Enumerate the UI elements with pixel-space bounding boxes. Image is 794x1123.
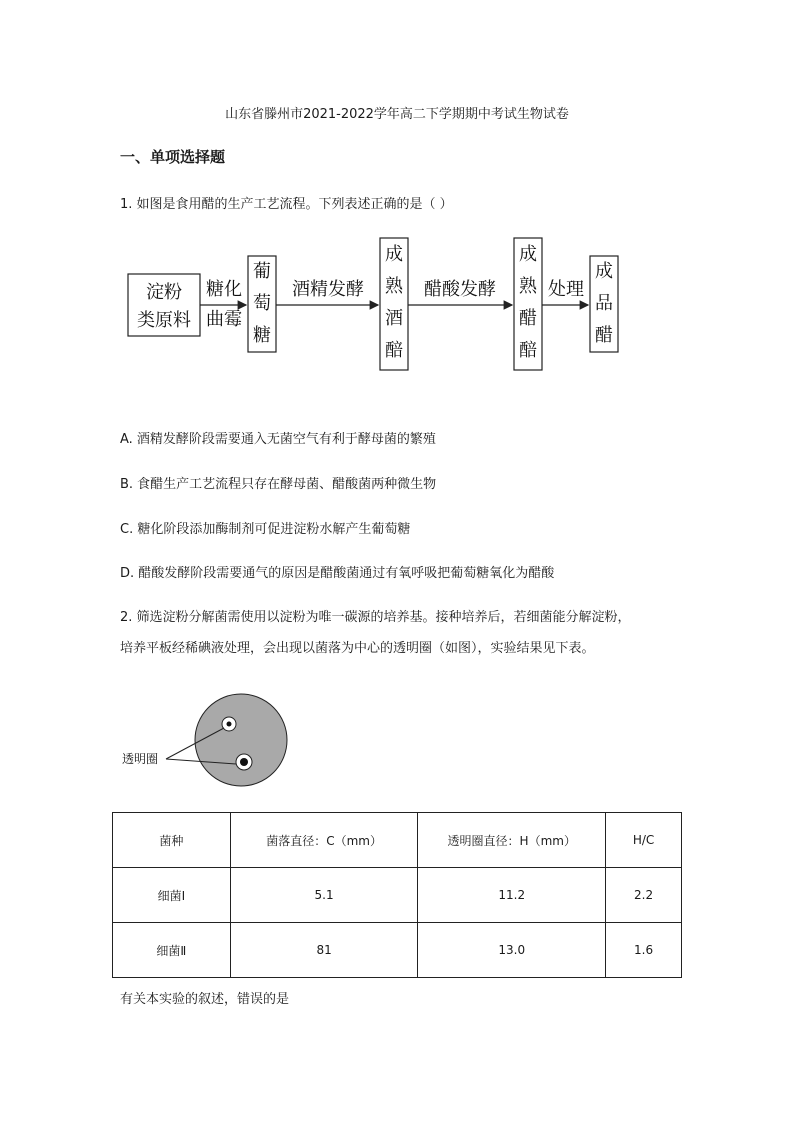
table-header-row: [113, 813, 682, 868]
question-2-stem-line1: 2. 筛选淀粉分解菌需使用以淀粉为唯一碳源的培养基。接种培养后，若细菌能分解淀粉，: [120, 610, 631, 625]
flow-box-vinegar-mash: [514, 238, 542, 370]
option-d: D. 醋酸发酵阶段需要通气的原因是醋酸菌通过有氧呼吸把葡萄糖氧化为醋酸: [120, 566, 555, 581]
flow-box-wine-char1: 成: [385, 244, 403, 265]
flow-box-wine-mash: [380, 238, 408, 370]
option-a: A. 酒精发酵阶段需要通入无菌空气有利于酵母菌的繁殖: [120, 432, 436, 447]
flow-box-vinegar-char1: 成: [519, 244, 537, 265]
table-header-cell: 菌种: [113, 813, 231, 868]
table-row: [113, 868, 682, 923]
flow-step-aspergillus: 曲霉: [206, 309, 242, 330]
flow-box-glucose-char3: 糖: [253, 325, 271, 346]
flow-box-product-char2: 品: [595, 293, 613, 314]
flow-box-product-char1: 成: [595, 261, 613, 282]
flow-step-alcohol-fermentation: 酒精发酵: [292, 279, 364, 300]
table-cell: 81: [230, 923, 418, 978]
petri-dish-figure: [118, 692, 298, 792]
flow-step-saccharification: 糖化: [206, 279, 242, 300]
flow-box-wine-char2: 熟: [385, 276, 403, 297]
table-header-cell: H/C: [606, 813, 682, 868]
flow-box-glucose: [248, 256, 276, 352]
flow-box-product-char3: 醋: [595, 325, 613, 346]
question-2-followup: 有关本实验的叙述，错误的是: [120, 992, 290, 1007]
flow-box-glucose-char2: 萄: [253, 293, 271, 314]
table-header-cell: 菌落直径：C（mm）: [230, 813, 418, 868]
flow-box-vinegar-char3: 醋: [519, 308, 537, 329]
table-cell: 细菌Ⅱ: [113, 923, 231, 978]
flow-box-wine-char3: 酒: [385, 308, 403, 329]
colony-2: [240, 758, 248, 766]
colony-1: [227, 722, 232, 727]
flow-box-starch-line2: 类原料: [137, 310, 191, 331]
flow-box-starch: [128, 274, 200, 336]
table-row: [113, 923, 682, 978]
table-cell: 细菌Ⅰ: [113, 868, 231, 923]
table-header-cell: 透明圈直径：H（mm）: [418, 813, 606, 868]
flow-step-processing: 处理: [548, 279, 584, 300]
results-table: [112, 812, 682, 978]
page-title: 山东省滕州市2021-2022学年高二下学期期中考试生物试卷: [225, 107, 569, 122]
flow-box-glucose-char1: 葡: [253, 261, 271, 282]
flow-box-vinegar-char2: 熟: [519, 276, 537, 297]
flow-box-starch-line1: 淀粉: [146, 282, 182, 303]
section-heading: 一、单项选择题: [120, 148, 226, 166]
flow-step-acetic-fermentation: 醋酸发酵: [424, 279, 496, 300]
table-cell: 13.0: [418, 923, 606, 978]
question-2-stem-line2: 培养平板经稀碘液处理，会出现以菌落为中心的透明圈（如图），实验结果见下表。: [120, 641, 595, 656]
table-cell: 2.2: [606, 868, 682, 923]
table-cell: 1.6: [606, 923, 682, 978]
vinegar-process-flowchart: [126, 236, 626, 372]
flow-box-product: [590, 256, 618, 352]
question-1-stem: 1. 如图是食用醋的生产工艺流程。下列表述正确的是（ ）: [120, 197, 453, 212]
flow-box-wine-char4: 醅: [385, 340, 403, 361]
option-c: C. 糖化阶段添加酶制剂可促进淀粉水解产生葡萄糖: [120, 522, 411, 537]
flow-box-vinegar-char4: 醅: [519, 340, 537, 361]
option-b: B. 食醋生产工艺流程只存在酵母菌、醋酸菌两种微生物: [120, 477, 437, 492]
petri-dish: [195, 694, 287, 786]
table-cell: 11.2: [418, 868, 606, 923]
clear-zone-label: 透明圈: [122, 752, 159, 766]
table-cell: 5.1: [230, 868, 418, 923]
